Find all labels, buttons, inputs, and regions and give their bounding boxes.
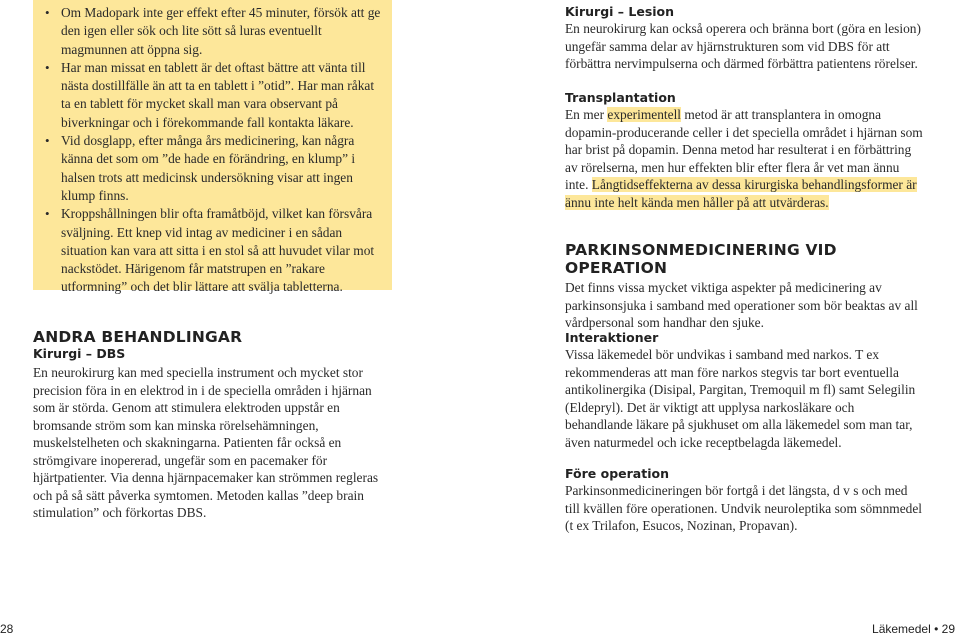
- other-treatments-section: [33, 328, 395, 522]
- dbs-text: En neurokirurg kan med speciella instrument och mycket stor precision föra in en elektrod in i de speciella områden i hjärnan som är störda. Genom att stimulera elektroden uppstår en bromsande ström som kan minska rörelsehämningen, muskelstelheten och skakningarna. Patienten får också en strömgivare inopererad, ungefär som en pacemaker för hjärtpatienter. Via denna hjärnpacemaker kan strömmen regleras och på så sätt påverka symtomen. Metoden kallas ”deep brain stimulation” och förkortas DBS.: [33, 365, 379, 520]
- left-page-number: 28: [0, 622, 14, 636]
- section-heading: PARKINSONMEDICINERING VID OPERATION: [565, 241, 837, 277]
- subsection-heading: Före operation: [565, 466, 669, 481]
- subsection-heading: Interaktioner: [565, 330, 659, 345]
- lesion-section: [565, 4, 925, 73]
- interactions-text: Vissa läkemedel bör undvikas i samband med narkos. T ex rekommenderas att man före narkos stegvis tar bort eventuella antikolinergika (Disipal, Pargitan, Tremoquil m fl) samt Selegilin (Eldepryl). Det är viktigt att upplysa narkosläkare och behandlande läkare på sjukhuset om alla läkemedel som man tar, även naturmedel och icke receptbelagda läkemedel.: [565, 347, 916, 450]
- before-operation-text: Parkinsonmedicineringen bör fortgå i det längsta, d v s och med till kvällen före operationen. Undvik neuroleptika som sömnmedel (t ex Trilafon, Esucos, Nozinan, Propavan).: [565, 483, 922, 533]
- parkinson-operation-text: Det finns vissa mycket viktiga aspekter på medicinering av parkinsonsjuka i samband med operationer som bör beaktas av all vårdpersonal som handhar den sjuke.: [565, 280, 918, 330]
- tip-item: • Kroppshållningen blir ofta framåtböjd, vilket kan försvåra sväljning. Ett knep vid intag av mediciner i en sådan situation kan vara att sitta i en stol så att huvudet vilar mot nackstödet. Härigenom får matstrupen en ”rakare utformning” och det blir lättare att svälja tabletterna.: [61, 205, 384, 296]
- bullet-separator: •: [934, 622, 939, 636]
- parkinson-operation-section: [565, 241, 925, 332]
- highlight: experimentell: [607, 107, 682, 122]
- right-footer: [872, 622, 955, 636]
- tip-item: • Vid dosglapp, efter många års medicinering, kan några känna det som om ”de hade en förändring, en klump” i halsen trots att medicinsk undersökning visar att ingen klump finns.: [61, 132, 384, 205]
- transplantation-text: En mer experimentell metod är att transplantera in omogna dopamin-producerande celler i det speciella området i hjärnan som har brist på dopamin. Denna metod har resulterat i en förbättring av rörelserna, men hur effekten blir efter flera år vet man ännu inte. Långtidseffekterna av dessa kirurgiska behandlingsformer är ännu inte helt kända men håller på att utvärderas.: [565, 107, 923, 210]
- subsection-heading: Kirurgi – DBS: [33, 346, 126, 361]
- interactions-section: [565, 330, 925, 451]
- transplantation-section: [565, 90, 925, 211]
- highlight: Långtidseffekterna av dessa kirurgiska behandlingsformer är ännu inte helt kända men håller på att utvärderas.: [565, 177, 917, 210]
- tip-item: • Har man missat en tablett är det oftast bättre att vänta till nästa dostillfälle än att ta en tablett i ”otid”. Har man råkat ta en tablett för mycket skall man vara observant på biverkningar och i förekommande fall kontakta läkare.: [61, 59, 384, 132]
- lesion-text: En neurokirurg kan också operera och bränna bort (göra en lesion) ungefär samma delar av hjärnstrukturen som vid DBS för att förbättra nervimpulserna och därmed förbättra patientens rörelser.: [565, 21, 921, 71]
- section-heading: ANDRA BEHANDLINGAR: [33, 328, 243, 346]
- chapter-label: Läkemedel: [872, 622, 931, 636]
- before-operation-section: [565, 466, 925, 535]
- tips-box: [33, 0, 392, 295]
- tips-list: [33, 0, 392, 297]
- subsection-heading: Transplantation: [565, 90, 676, 105]
- right-page-number: 29: [941, 622, 955, 636]
- tip-item: • Om Madopark inte ger effekt efter 45 minuter, försök att ge den igen eller sök och lite sött så luras eventuellt magmunnen att öppna sig.: [61, 4, 384, 59]
- subsection-heading: Kirurgi – Lesion: [565, 4, 675, 19]
